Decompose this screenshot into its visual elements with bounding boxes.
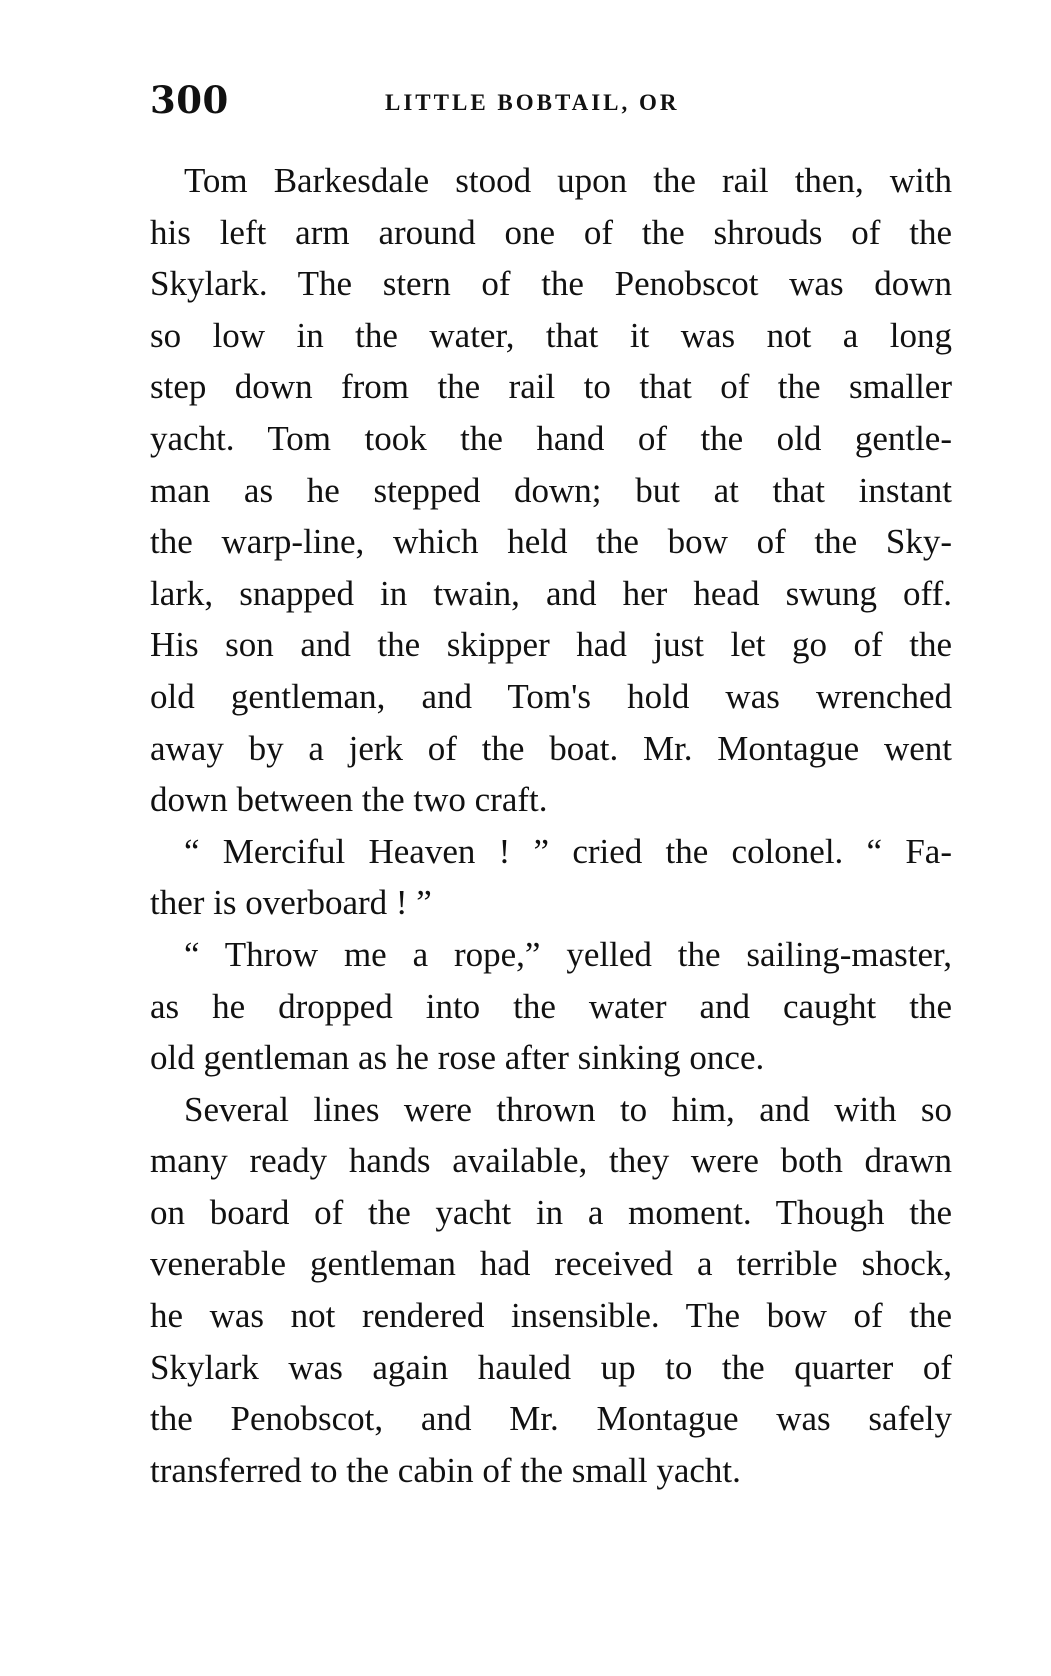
text-line: so low in the water, that it was not a long [150,315,952,355]
text-line: many ready hands available, they were both drawn [150,1141,952,1181]
page-number: 300 [150,78,229,122]
text-line: Tom Barkesdale stood upon the rail then, with [184,161,952,200]
text-line: on board of the yacht in a moment. Though the [150,1192,952,1232]
text-line: he was not rendered insensible. The bow of the [150,1296,952,1336]
text-line: the warp-line, which held the bow of the Sky- [150,522,952,562]
text-line: as he dropped into the water and caught the [150,986,952,1026]
text-line: Several lines were thrown to him, and with so [184,1089,952,1129]
text-line: man as he stepped down; but at that instant [150,470,952,510]
text-line: transferred to the cabin of the small yacht. [150,1450,741,1490]
text-line: ther is overboard ! ” [150,883,432,923]
page-header [150,78,950,128]
body-text [150,155,952,1496]
text-line: old gentleman as he rose after sinking once. [150,1038,765,1078]
text-line: step down from the rail to that of the smaller [150,367,952,407]
running-title: LITTLE BOBTAIL, OR [385,90,680,115]
text-line: lark, snapped in twain, and her head swung off. [150,573,952,613]
text-line: old gentleman, and Tom's hold was wrenched [150,676,952,716]
text-line: “ Throw me a rope,” yelled the sailing-master, [184,934,952,974]
text-line: down between the two craft. [150,780,548,820]
text-line: venerable gentleman had received a terrible shock, [150,1244,952,1284]
text-line: His son and the skipper had just let go of the [150,625,952,665]
text-line: away by a jerk of the boat. Mr. Montague went [150,728,952,768]
text-line: yacht. Tom took the hand of the old gentle- [150,418,952,458]
text-line: “ Merciful Heaven ! ” cried the colonel. “ Fa- [184,831,952,871]
text-line: his left arm around one of the shrouds of the [150,212,952,252]
text-line: the Penobscot, and Mr. Montague was safely [150,1399,952,1439]
text-line: Skylark. The stern of the Penobscot was down [150,264,952,304]
text-line: Skylark was again hauled up to the quarter of [150,1347,952,1387]
